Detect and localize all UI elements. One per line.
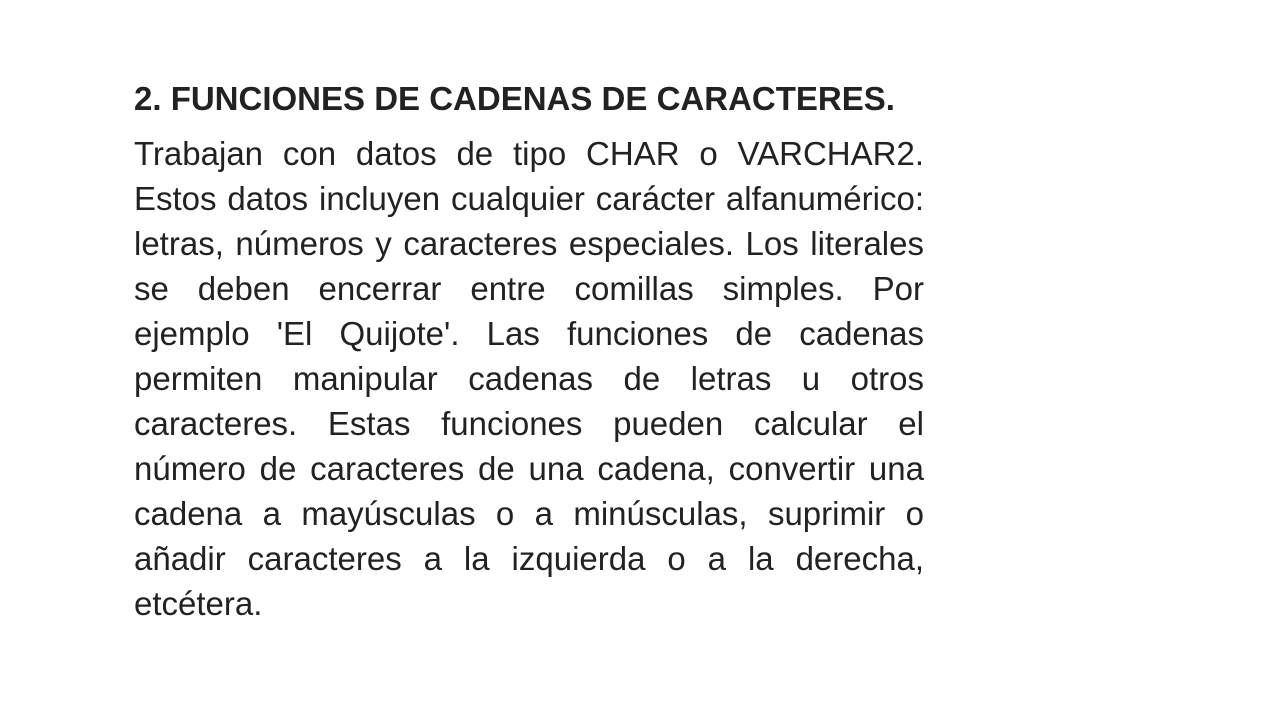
section-heading: 2. FUNCIONES DE CADENAS DE CARACTERES. — [134, 80, 895, 117]
body-paragraph: Trabajan con datos de tipo CHAR o VARCHAR2. Estos datos incluyen cualquier carácter alfanumérico: letras, números y caracteres especiales. Los literales se deben encerrar entre comillas simples. Por ejemplo 'El Quijote'. Las funciones de cadenas permiten manipular cadenas de letras u otros caracteres. Estas funciones pueden calcular el número de caracteres de una cadena, convertir una cadena a mayúsculas o a minúsculas, suprimir o añadir caracteres a la izquierda o a la derecha, etcétera. — [134, 135, 924, 622]
slide-content — [134, 76, 924, 626]
